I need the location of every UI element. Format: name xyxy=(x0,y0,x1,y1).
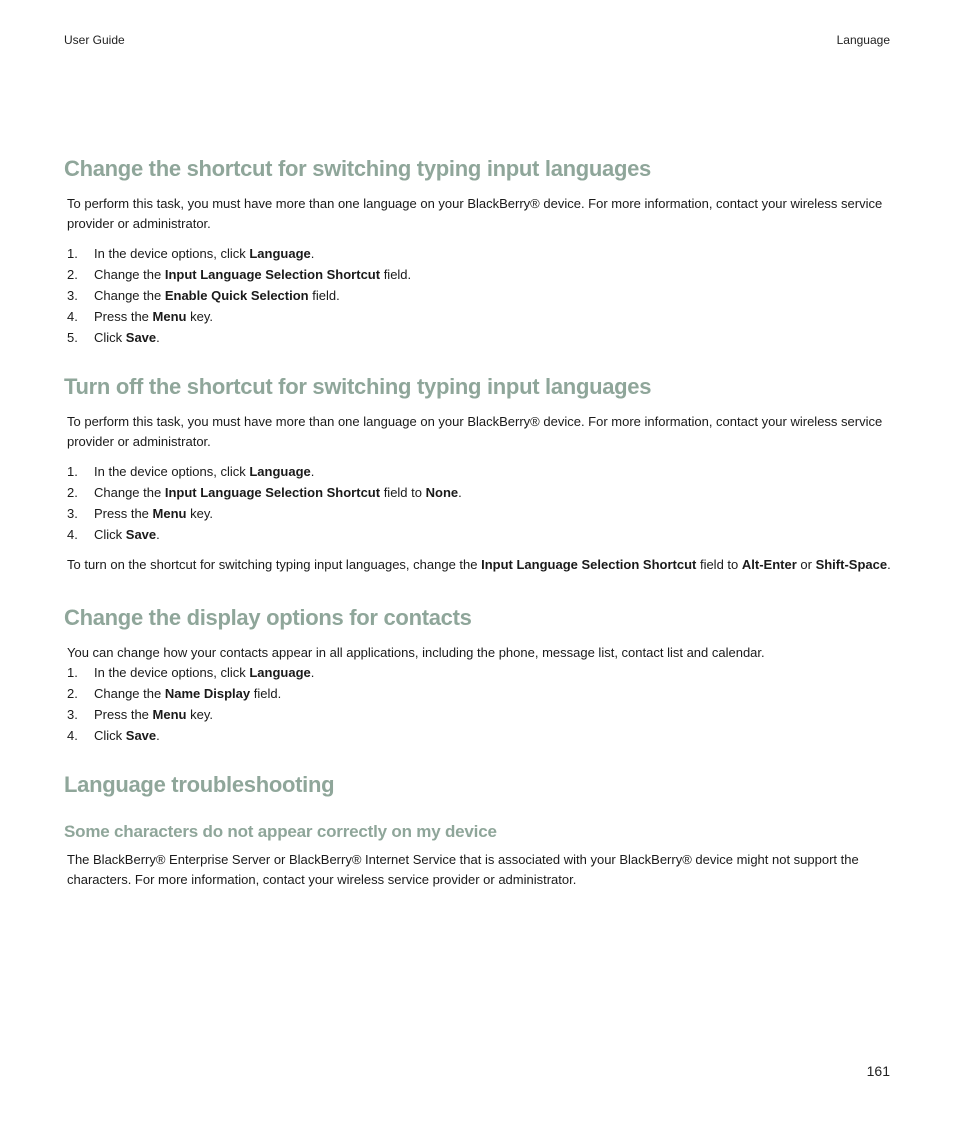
step-text: . xyxy=(310,464,315,479)
step-number: 4. xyxy=(67,728,78,743)
step-text: Change the xyxy=(94,485,165,500)
step-number: 2. xyxy=(67,267,78,282)
note-text: or xyxy=(796,557,816,572)
list-item xyxy=(67,243,892,264)
list-item xyxy=(67,662,892,683)
step-text: Click xyxy=(94,728,126,743)
step-number: 5. xyxy=(67,330,78,345)
list-item xyxy=(67,285,892,306)
section-title: Language troubleshooting xyxy=(64,772,335,797)
list-item xyxy=(67,482,892,503)
list-item xyxy=(67,503,892,524)
list-item xyxy=(67,461,892,482)
step-text: field to xyxy=(380,485,426,500)
list-item xyxy=(67,306,892,327)
section-turn-off-shortcut xyxy=(64,372,892,575)
step-number: 4. xyxy=(67,309,78,324)
step-text: Change the xyxy=(94,686,165,701)
step-ui-term: Input Language Selection Shortcut xyxy=(164,267,381,282)
step-number: 1. xyxy=(67,246,78,261)
step-text: . xyxy=(310,246,315,261)
step-number: 3. xyxy=(67,288,78,303)
step-ui-term: Language xyxy=(249,246,311,261)
page-content xyxy=(64,154,892,913)
section-display-options xyxy=(64,603,892,747)
list-item xyxy=(67,725,892,746)
list-item xyxy=(67,264,892,285)
step-text: field. xyxy=(250,686,282,701)
step-ui-term: Menu xyxy=(152,506,187,521)
section-intro: You can change how your contacts appear in all applications, including the phone, message list, contact list and calendar. xyxy=(67,644,765,660)
section-language-troubleshooting xyxy=(64,770,892,889)
step-text: Press the xyxy=(94,506,153,521)
step-text: In the device options, click xyxy=(94,665,250,680)
step-text: Change the xyxy=(94,267,165,282)
step-ui-term: None xyxy=(425,485,459,500)
step-text: field. xyxy=(380,267,412,282)
step-text: In the device options, click xyxy=(94,246,250,261)
steps-list xyxy=(67,461,892,545)
subsection-title: Some characters do not appear correctly on my device xyxy=(64,822,497,841)
list-item xyxy=(67,524,892,545)
step-text: In the device options, click xyxy=(94,464,250,479)
step-text: Click xyxy=(94,330,126,345)
step-number: 2. xyxy=(67,686,78,701)
step-ui-term: Save xyxy=(125,330,157,345)
step-number: 4. xyxy=(67,527,78,542)
step-text: . xyxy=(156,330,160,345)
section-title: Turn off the shortcut for switching typing input languages xyxy=(64,374,652,399)
list-item xyxy=(67,327,892,348)
step-text: key. xyxy=(186,309,213,324)
step-ui-term: Save xyxy=(125,527,157,542)
step-ui-term: Name Display xyxy=(164,686,251,701)
step-number: 1. xyxy=(67,464,78,479)
step-ui-term: Input Language Selection Shortcut xyxy=(164,485,381,500)
step-number: 2. xyxy=(67,485,78,500)
step-text: Click xyxy=(94,527,126,542)
step-number: 1. xyxy=(67,665,78,680)
page-number: 161 xyxy=(866,1063,890,1079)
section-intro: To perform this task, you must have more than one language on your BlackBerry® device. For more information, contact your wireless service provider or administrator. xyxy=(67,414,883,449)
step-text: Change the xyxy=(94,288,165,303)
section-note xyxy=(67,555,892,575)
step-ui-term: Menu xyxy=(152,309,187,324)
steps-list xyxy=(67,243,892,348)
step-text: . xyxy=(156,728,160,743)
note-ui-term: Shift-Space xyxy=(815,557,888,572)
section-title: Change the shortcut for switching typing input languages xyxy=(64,156,651,181)
step-text: . xyxy=(156,527,160,542)
note-text: To turn on the shortcut for switching typing input languages, change the xyxy=(67,557,482,572)
step-text: key. xyxy=(186,707,213,722)
step-ui-term: Language xyxy=(249,464,311,479)
note-text: . xyxy=(887,557,891,572)
step-text: key. xyxy=(186,506,213,521)
step-ui-term: Menu xyxy=(152,707,187,722)
step-text: Press the xyxy=(94,707,153,722)
subsection-body: The BlackBerry® Enterprise Server or BlackBerry® Internet Service that is associated with your BlackBerry® device might not support the characters. For more information, contact your wireless service provider or administrator. xyxy=(67,852,859,887)
step-number: 3. xyxy=(67,506,78,521)
running-header-right: Language xyxy=(836,33,890,47)
list-item xyxy=(67,683,892,704)
section-title: Change the display options for contacts xyxy=(64,604,472,630)
note-ui-term: Input Language Selection Shortcut xyxy=(481,557,697,572)
section-intro: To perform this task, you must have more than one language on your BlackBerry® device. For more information, contact your wireless service provider or administrator. xyxy=(67,196,883,231)
step-ui-term: Save xyxy=(125,728,157,743)
list-item xyxy=(67,704,892,725)
note-text: field to xyxy=(696,557,742,572)
section-change-shortcut xyxy=(64,154,892,348)
step-text: field. xyxy=(308,288,340,303)
running-header-left: User Guide xyxy=(64,33,125,47)
step-text: . xyxy=(458,485,462,500)
steps-list xyxy=(67,662,892,746)
step-text: Press the xyxy=(94,309,153,324)
step-number: 3. xyxy=(67,707,78,722)
step-text: . xyxy=(310,665,315,680)
step-ui-term: Enable Quick Selection xyxy=(164,288,309,303)
step-ui-term: Language xyxy=(249,665,311,680)
note-ui-term: Alt-Enter xyxy=(741,557,797,572)
